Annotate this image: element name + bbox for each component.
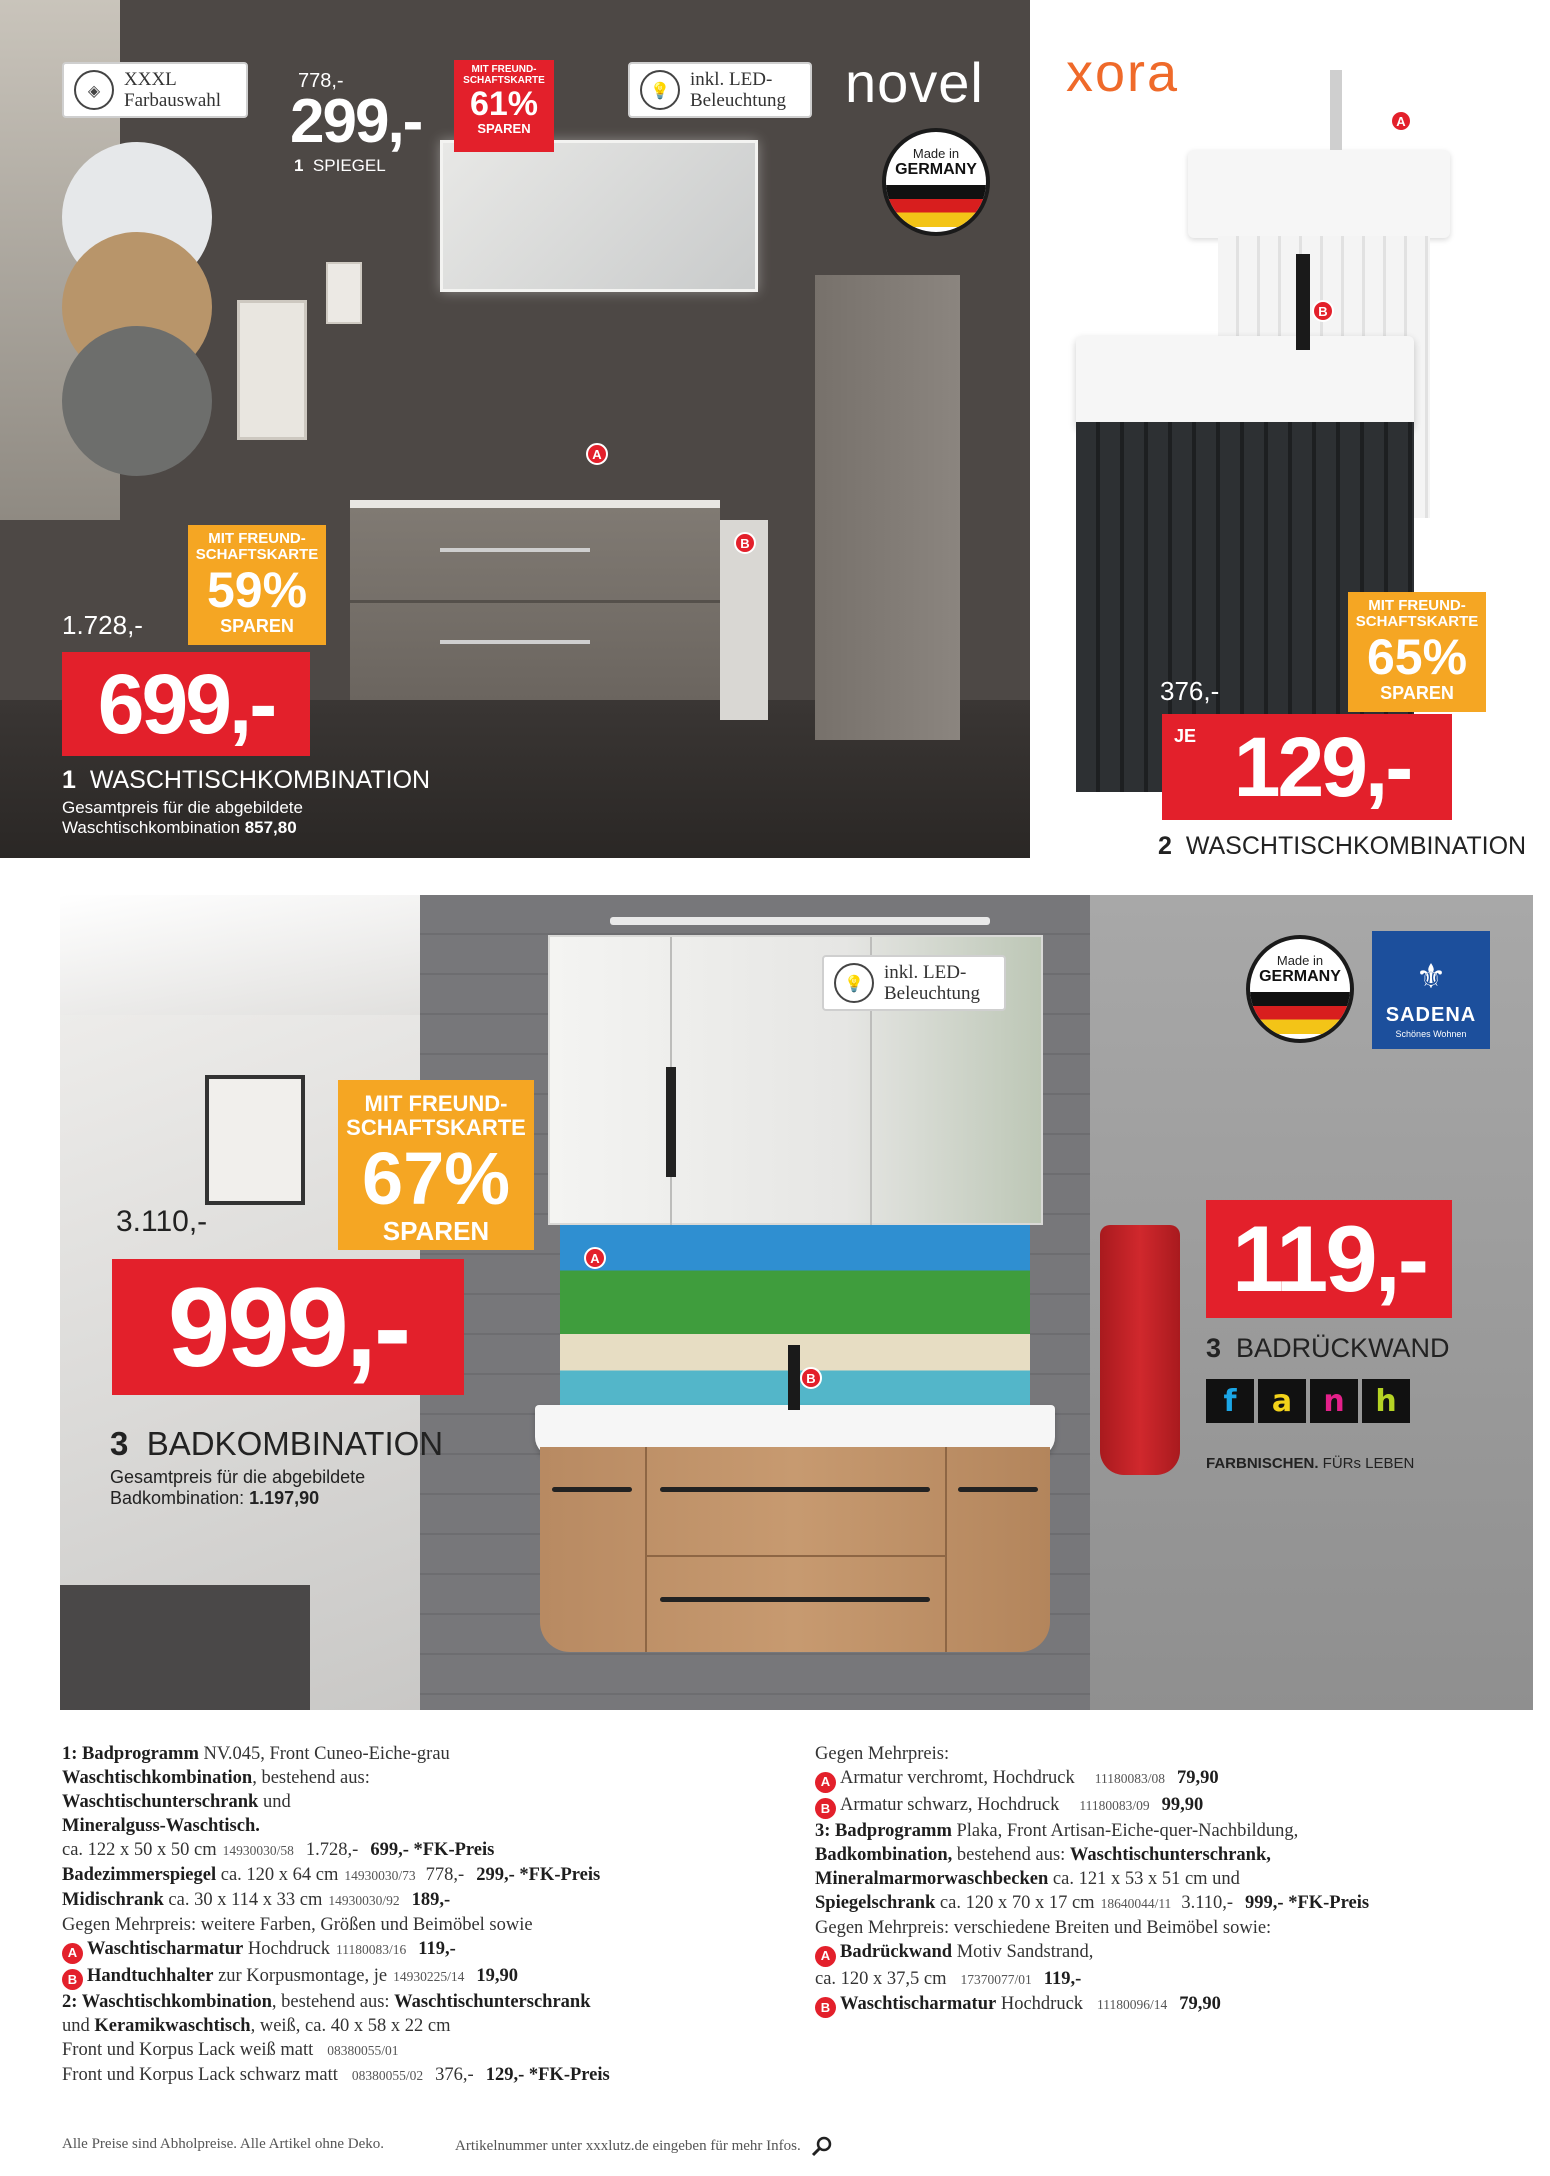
- offer-3-total: Gesamtpreis für die abgebildete Badkombination: 1.197,90: [110, 1467, 366, 1508]
- led-mirror: [440, 140, 758, 292]
- led-strip: [610, 917, 990, 925]
- led-bulb-icon: 💡: [640, 70, 680, 110]
- marker-a-icon: A: [62, 1943, 83, 1964]
- red-towel: [1100, 1225, 1180, 1475]
- white-basin: [1188, 150, 1450, 238]
- sadena-emblem-icon: ⚜: [1415, 958, 1447, 996]
- wall-picture: [205, 1075, 305, 1205]
- marker-a-icon: A: [584, 1247, 606, 1269]
- old-price: 376,-: [1160, 676, 1220, 706]
- ceramic-basin: [1076, 336, 1414, 428]
- oak-vanity: [540, 1447, 1050, 1652]
- made-in-germany-badge: Made in GERMANY: [882, 128, 990, 236]
- old-price: 3.110,-: [116, 1205, 208, 1238]
- fk-savings-badge: MIT FREUND- SCHAFTSKARTE 65% SPAREN: [1348, 592, 1486, 712]
- vanity-unit: [350, 500, 720, 700]
- led-lighting-tag: 💡 inkl. LED- Beleuchtung: [822, 955, 1006, 1011]
- led-bulb-icon: 💡: [834, 963, 874, 1003]
- marker-b-icon: B: [815, 1798, 836, 1819]
- color-choice-tag: ◈ XXXL Farbauswahl: [62, 62, 248, 118]
- offer-1-total: Gesamtpreis für die abgebildete Waschtischkombination 857,80: [62, 798, 303, 837]
- details-right: Gegen Mehrpreis: A Armatur verchromt, Hochdruck 11180083/08 79,90 B Armatur schwarz, Hochdruck 11180083/09 99,90 3: Badprogramm Plaka, Front Artisan-Eiche-quer-Nachbildung, Badkombination, bestehend aus: Waschtischunterschrank, Mineralmarmorwaschbecken ca. 121 x 53 x 51 cm und Spiegelschrank ca. 120 x 70 x 17 cm 18640044/11 3.110,- 999,- *FK-Preis Gegen Mehrpreis: verschiedene Breiten und Beimöbel sowie: A Badrückwand Motiv Sandstrand, ca. 120 x 37,5 cm 17370077/01 119,- B Waschtischarmatur Hochdruck 11180096/14 79,90: [815, 1742, 1369, 2018]
- german-flag-icon: [1250, 992, 1350, 1034]
- offer-2-title: 2 WASCHTISCHKOMBINATION: [1158, 832, 1527, 860]
- color-palette-icon: ◈: [74, 70, 114, 110]
- book-stack: [60, 1585, 310, 1710]
- marker-b-icon: B: [62, 1969, 83, 1990]
- sale-price: 999,-: [112, 1259, 464, 1395]
- search-icon[interactable]: [811, 2136, 831, 2156]
- mirror-old-price: 778,-: [298, 70, 344, 92]
- backwall-price: 119,-: [1206, 1200, 1452, 1318]
- black-faucet: [1296, 254, 1310, 350]
- marker-b-icon: B: [815, 1997, 836, 2018]
- sale-price: JE 129,-: [1162, 714, 1452, 820]
- marker-a-icon: A: [815, 1772, 836, 1793]
- footer-note: Alle Preise sind Abholpreise. Alle Artikel ohne Deko.: [62, 2136, 385, 2152]
- offer-3-title: 3 BADKOMBINATION: [110, 1425, 444, 1462]
- details-left: 1: Badprogramm NV.045, Front Cuneo-Eiche-grau Waschtischkombination, bestehend aus: Waschtischunterschrank und Mineralguss-Waschtisch. ca. 122 x 50 x 50 cm 14930030/58 1.728,- 699,- *FK-Preis Badezimmerspiegel ca. 120 x 64 cm 14930030/73 778,- 299,- *FK-Preis Midischrank ca. 30 x 114 x 33 cm 14930030/92 189,- Gegen Mehrpreis: weitere Farben, Größen und Beimöbel sowie A Waschtischarmatur Hochdruck 11180083/16 119,- B Handtuchhalter zur Korpusmontage, je 14930225/14 19,90 2: Waschtischkombination, bestehend aus: Waschtischunterschrank und Keramikwaschtisch, weiß, ca. 40 x 58 x 22 cm Front und Korpus Lack weiß matt 08380055/01 Front und Korpus Lack schwarz matt 08380055/02 376,- 129,- *FK-Preis: [62, 1744, 610, 2085]
- wall-picture-small: [326, 262, 362, 324]
- fk-savings-badge: MIT FREUND- SCHAFTSKARTE 59% SPAREN: [188, 525, 326, 645]
- wall-picture: [237, 300, 307, 440]
- offer-1-photo: [0, 0, 1030, 858]
- chrome-faucet: [1330, 70, 1342, 150]
- brand-novel: novel: [845, 51, 984, 114]
- made-in-germany-badge: Made in GERMANY: [1246, 935, 1354, 1043]
- marker-a-icon: A: [1390, 110, 1412, 132]
- backwall-title: 3 BADRÜCKWAND: [1206, 1333, 1450, 1363]
- marker-b-icon: B: [734, 532, 756, 554]
- fk-savings-badge: MIT FREUND- SCHAFTSKARTE 67% SPAREN: [338, 1080, 534, 1250]
- offer-3-photo: [60, 895, 1533, 1710]
- brand-xora: xora: [1066, 43, 1180, 103]
- german-flag-icon: [886, 185, 986, 227]
- fanh-logo: f a n h: [1206, 1379, 1410, 1423]
- mirror-label: 1 SPIEGEL: [294, 156, 386, 175]
- offer-1-title: 1 WASCHTISCHKOMBINATION: [62, 766, 431, 794]
- mirror-price: 299,-: [290, 87, 422, 156]
- footer-info: Artikelnummer unter xxxlutz.de eingeben für mehr Infos.: [455, 2136, 831, 2156]
- marker-b-icon: B: [800, 1367, 822, 1389]
- swatch-grey[interactable]: [62, 326, 212, 476]
- old-price: 1.728,-: [62, 610, 143, 640]
- sloped-ceiling: [60, 895, 420, 1015]
- fanh-slogan: FARBNISCHEN. FÜRs LEBEN: [1206, 1455, 1415, 1472]
- marker-a-icon: A: [815, 1946, 836, 1967]
- sale-price: 699,-: [62, 652, 310, 756]
- marker-a-icon: A: [586, 443, 608, 465]
- black-faucet: [788, 1345, 800, 1410]
- marker-b-icon: B: [1312, 300, 1334, 322]
- sadena-logo: ⚜ SADENA Schönes Wohnen: [1372, 931, 1490, 1049]
- mirror-fk-badge: MIT FREUND- SCHAFTSKARTE 61% SPAREN: [454, 60, 554, 152]
- offer-2-photo: [1040, 0, 1550, 860]
- led-lighting-tag: 💡 inkl. LED- Beleuchtung: [628, 62, 812, 118]
- midi-cabinet: [815, 275, 960, 740]
